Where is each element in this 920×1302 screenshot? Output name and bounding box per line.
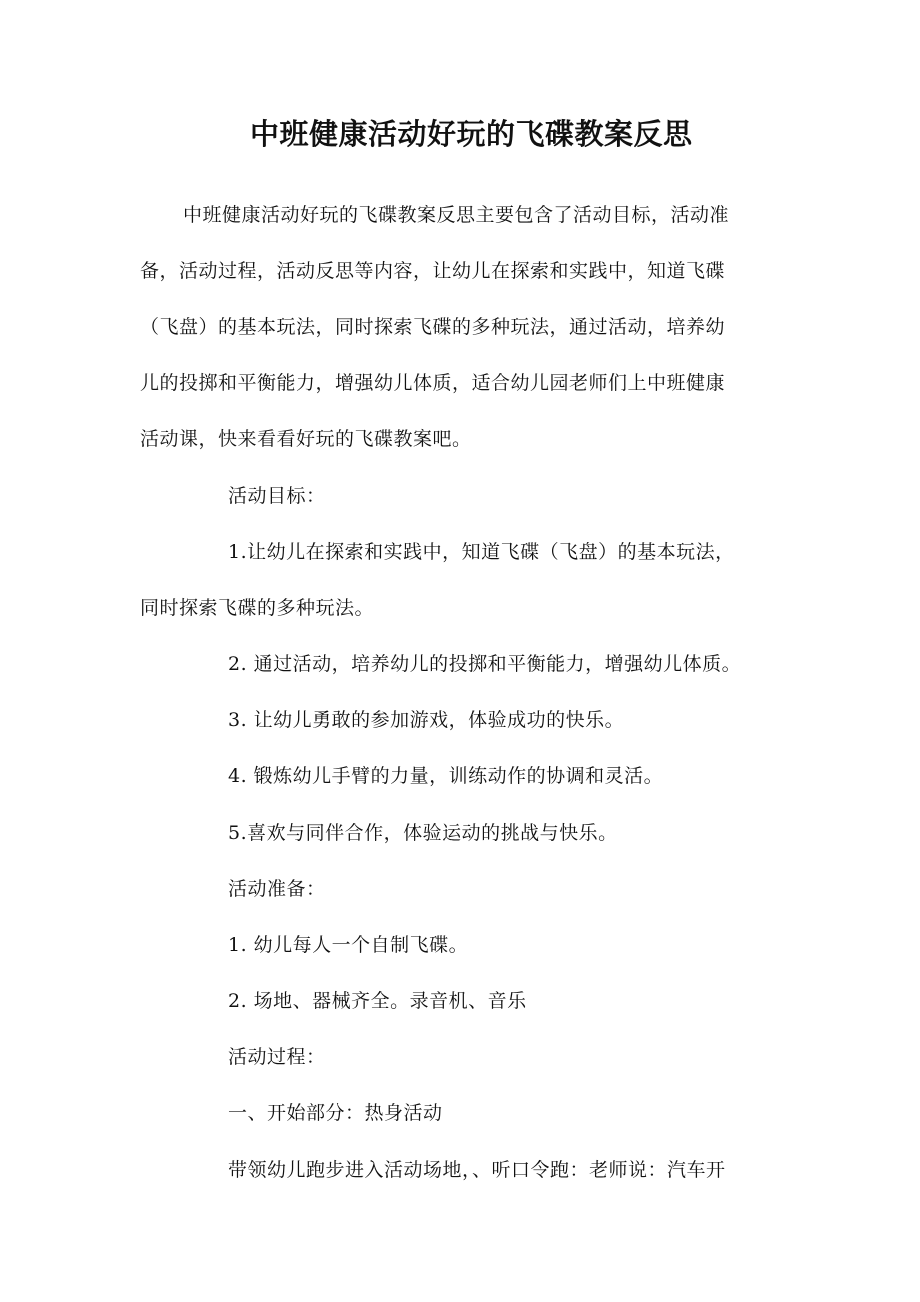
goals-heading: 活动目标： bbox=[228, 485, 326, 507]
intro-line: 儿的投掷和平衡能力，增强幼儿体质，适合幼儿园老师们上中班健康 bbox=[140, 372, 726, 394]
process-heading: 活动过程： bbox=[228, 1046, 326, 1068]
goal-item: 5.喜欢与同伴合作，体验运动的挑战与快乐。 bbox=[228, 822, 618, 844]
goal-item: 3. 让幼儿勇敢的参加游戏，体验成功的快乐。 bbox=[228, 709, 625, 731]
intro-line: 活动课，快来看看好玩的飞碟教案吧。 bbox=[140, 428, 472, 450]
paragraph-line: 带领幼儿跑步进入活动场地，、听口令跑：老师说：汽车开 bbox=[228, 1159, 726, 1181]
goal-item-continued: 同时探索飞碟的多种玩法。 bbox=[140, 597, 375, 619]
goal-item: 4. 锻炼幼儿手臂的力量，训练动作的协调和灵活。 bbox=[228, 765, 664, 787]
prep-item: 2. 场地、器械齐全。录音机、音乐 bbox=[228, 990, 527, 1012]
goal-item: 2. 通过活动，培养幼儿的投掷和平衡能力，增强幼儿体质。 bbox=[228, 653, 742, 675]
intro-line: （飞盘）的基本玩法，同时探索飞碟的多种玩法，通过活动，培养幼 bbox=[140, 316, 726, 338]
prep-item: 1. 幼儿每人一个自制飞碟。 bbox=[228, 934, 469, 956]
goal-item: 1.让幼儿在探索和实践中，知道飞碟（飞盘）的基本玩法， bbox=[228, 541, 735, 563]
prep-heading: 活动准备： bbox=[228, 878, 326, 900]
document-title: 中班健康活动好玩的飞碟教案反思 bbox=[250, 117, 693, 151]
intro-line: 中班健康活动好玩的飞碟教案反思主要包含了活动目标，活动准 bbox=[183, 204, 730, 226]
intro-line: 备，活动过程，活动反思等内容，让幼儿在探索和实践中，知道飞碟 bbox=[140, 260, 726, 282]
part-heading: 一、开始部分：热身活动 bbox=[228, 1102, 443, 1124]
